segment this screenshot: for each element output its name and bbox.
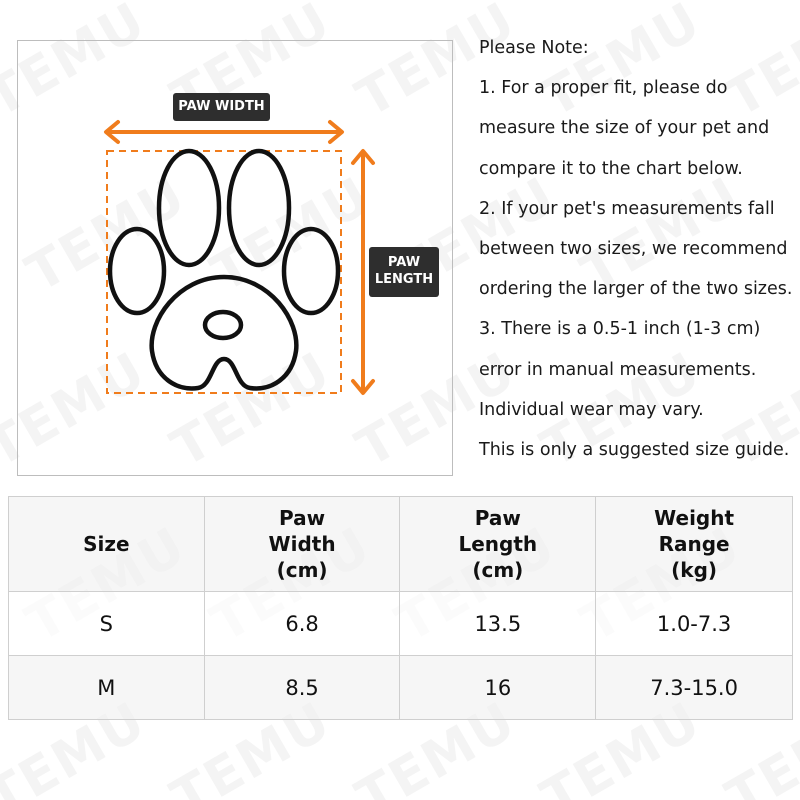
header-weight-range: Weight Range (kg) <box>596 497 793 592</box>
cell-paw-length: 13.5 <box>400 592 596 656</box>
note-line: 1. For a proper fit, please do <box>479 78 728 99</box>
note-line: compare it to the chart below. <box>479 158 743 179</box>
header-size: Size <box>9 497 205 592</box>
note-line: between two sizes, we recommend <box>479 238 788 259</box>
paw-diagram <box>17 40 453 476</box>
measurement-dashed-box <box>107 151 341 393</box>
cell-size: M <box>9 656 205 720</box>
size-chart-table <box>8 496 793 720</box>
header-paw-width: Paw Width (cm) <box>204 497 400 592</box>
table-header-row <box>9 497 793 592</box>
paw-outline-icon <box>110 151 338 388</box>
table-row <box>9 592 793 656</box>
horizontal-double-arrow-icon <box>106 122 342 142</box>
notes-heading: Please Note: <box>479 38 589 58</box>
note-line: 3. There is a 0.5-1 inch (1-3 cm) <box>479 319 761 340</box>
note-line: This is only a suggested size guide. <box>479 439 790 460</box>
note-line: 2. If your pet's measurements fall <box>479 198 775 219</box>
cell-paw-width: 6.8 <box>204 592 400 656</box>
note-line: error in manual measurements. <box>479 359 757 380</box>
cell-paw-length: 16 <box>400 656 596 720</box>
note-line: measure the size of your pet and <box>479 118 770 139</box>
table-row <box>9 656 793 720</box>
cell-paw-width: 8.5 <box>204 656 400 720</box>
paw-width-label: PAW WIDTH <box>173 93 270 121</box>
note-line: Individual wear may vary. <box>479 399 704 420</box>
note-line: ordering the larger of the two sizes. <box>479 279 793 300</box>
cell-size: S <box>9 592 205 656</box>
cell-weight-range: 7.3-15.0 <box>596 656 793 720</box>
header-paw-length: Paw Length (cm) <box>400 497 596 592</box>
cell-weight-range: 1.0-7.3 <box>596 592 793 656</box>
sizing-notes <box>479 28 800 470</box>
paw-length-label: PAW LENGTH <box>369 247 439 297</box>
